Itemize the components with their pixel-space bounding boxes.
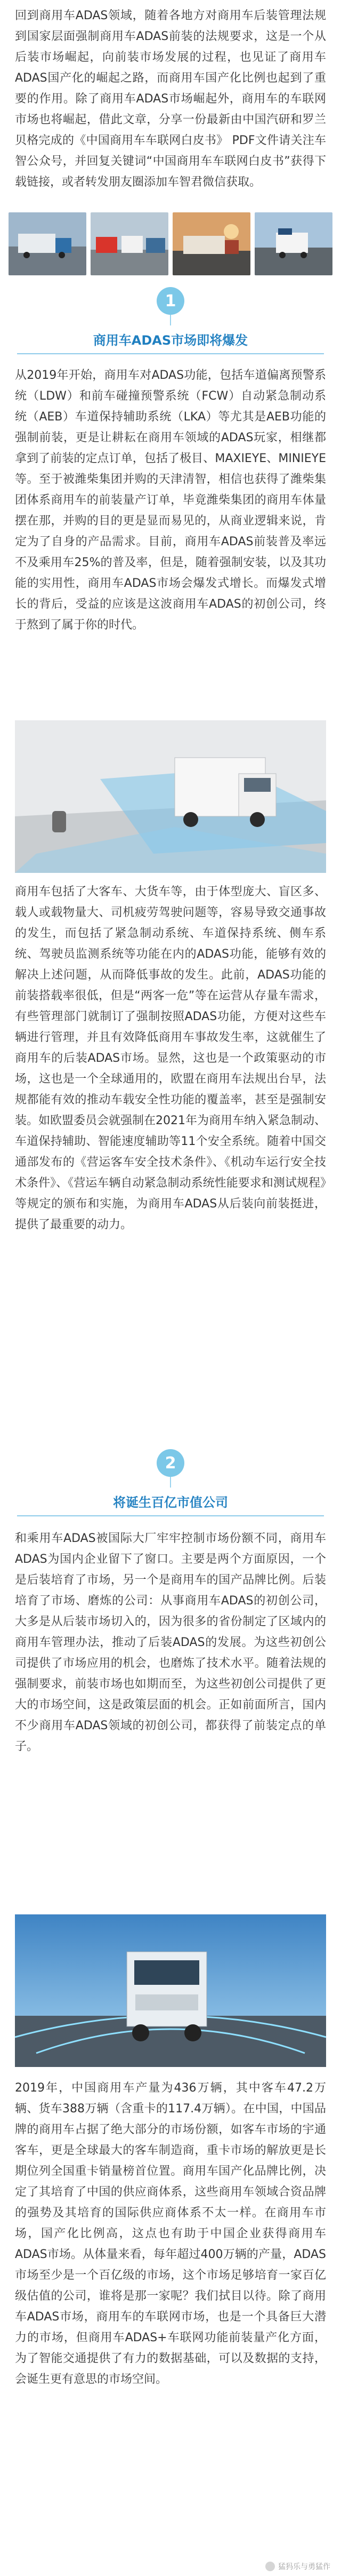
section2-paragraph: 和乘用车ADAS被国际大厂牢牢控制市场份额不同，商用车ADAS为国内企业留下了窗口。主要是两个方面原因，一个是后装培育了市场，另一个是商用车的国产品牌比例。后装培育了市场、磨炼的公司：从事商用车ADAS的初创公司，大多是从后装市场切入的，因为很多的省份制定了区域内的商用车管理办法，推动了后装ADAS的发展。为这些初创公司提供了市场应用的机会，也磨炼了技术水平。随着法规的强制要求，前装市场也如期而至，为这些初创公司提供了更大的市场空间，这是政策层面的机会。正如前面所言，国内不少商用车ADAS领域的初创公司，都获得了前装定点的单子。 <box>15 1532 326 1753</box>
truck-photo-highway <box>9 212 86 275</box>
section2-paragraph-2: 2019年，中国商用车产量为436万辆，其中客车47.2万辆、货车388万辆（含重卡的117.4万辆）。在中国，中国品牌的商用车占据了绝大部分的市场份额，如客车市场的宇通客车，更是全球最大的客车制造商，重卡市场的解放更是长期位列全国重卡销量榜首位置。商用车国产化品牌比例，决定了其培育了中国的供应商体系，这些商用车领域合资品牌的强势及其培育的国际供应商体系不太一样。在商用车市场，国产化比例高，这点也有助于中国企业获得商用车ADAS市场。从体量来看，每年超过400万辆的产量，ADAS市场至少是一个百亿级的市场，这个市场足够培育一家百亿级估值的公司，谁将是那一家呢？我们拭目以待。除了商用车ADAS市场，商用车的车联网市场，也是一个具备巨大潜力的市场，但商用车ADAS+车联网功能前装量产化方面，为了智能交通提供了有力的数据基础，可以及数据的支持，会诞生更有意思的市场空间。 <box>15 2081 326 2386</box>
adas-sensor-illustration <box>15 1914 326 2067</box>
section-title: 将诞生百亿市值公司 <box>113 1495 228 1510</box>
section-title: 商用车ADAS市场即将爆发 <box>93 333 248 348</box>
watermark <box>265 2561 330 2572</box>
truck-photo-strip <box>9 212 332 275</box>
adas-truck-illustration <box>15 720 326 873</box>
section-connector <box>170 1477 171 1488</box>
watermark-icon <box>265 2562 275 2571</box>
section1-paragraph: 从2019年开始，商用车对ADAS功能，包括车道偏离预警系统（LDW）和前车碰撞预警系统（FCW）自动紧急制动系统（AEB）车道保持辅助系统（LKA）等尤其是AEB功能的强制前装，更是让耕耘在商用车领域的ADAS玩家，相继都拿到了前装的定点订单，包括了极目、MAXIEYE、MINIEYE等。至于被潍柴集团并购的天津清智，相信也获得了潍柴集团体系商用车的前装量产订单，毕竟潍柴集团的商用车体量摆在那，并购的目的更是显而易见的，从商业逻辑来说，肯定为了自身的产品需求。目前，商用车ADAS前装普及率远不及乘用车25%的普及率，但是，随着强制安装，以及其功能的实用性，商用车ADAS市场会爆发式增长。而爆发式增长的背后，受益的应该是这波商用车ADAS的初创公司，终于熬到了属于你的时代。 <box>15 369 326 632</box>
section-number-badge: 2 <box>157 1449 184 1477</box>
watermark-text: 猛犸乐与勇猛作 <box>278 2563 330 2571</box>
section-divider <box>17 1515 324 1516</box>
intro-paragraph: 回到商用车ADAS领域，随着各地方对商用车后装管理法规到国家层面强制商用车ADAS前装的法规要求，这是一个从后装市场崛起，向前装市场发展的过程，也见证了商用车ADAS国产化的崛起之路，而商用车国产化比例也起到了重要的作用。除了商用车ADAS市场崛起外，商用车的车联网市场也将崛起，借此文章，分享一份最新由中国汽研和罗兰贝格完成的《中国商用车车联网白皮书》 PDF文件请关注车智公众号，并回复关键词“中国商用车车联网白皮书”获得下载链接，或者转发朋友圈添加车智君微信获取。 <box>15 9 326 189</box>
truck-photo-road <box>255 212 332 275</box>
section-connector <box>170 315 171 325</box>
section1-paragraph-2: 商用车包括了大客车、大货车等，由于体型庞大、盲区多、载人或载物量大、司机疲劳驾驶问题等，容易导致交通事故的发生，而包括了紧急制动系统、车道保持系统、侧车系统、驾驶员监测系统等功能在内的ADAS功能，能够有效的解决上述问题，从而降低事故的发生。此前，ADAS功能的前装搭载率很低，但是“两客一危”等在运营从存量车需求，有些管理部门就制订了强制按照ADAS功能，方便对这些车辆进行管理，并且有效降低商用车事故发生率，这就催生了商用车的后装ADAS市场。显然，这也是一个政策驱动的市场，这也是一个全球通用的，欧盟在商用车法规出台早，法规都能有效的推动车载安全性功能的覆盖率，甚至是强制安装。如欧盟委员会就强制在2021年为商用车纳入紧急制动、车道保持辅助、智能速度辅助等11个安全系统。随着中国交通部发布的《营运客车安全技术条件》、《机动车运行安全技术条件》、《营运车辆自动紧急制动系统性能要求和测试规程》等规定的颁布和实施，为商用车ADAS从后装向前装挺进，提供了最重要的动力。 <box>15 885 326 1231</box>
section-divider <box>17 353 324 354</box>
truck-photo-fleet <box>91 212 168 275</box>
truck-photo-sunset <box>173 212 250 275</box>
section-number-badge: 1 <box>157 287 184 315</box>
